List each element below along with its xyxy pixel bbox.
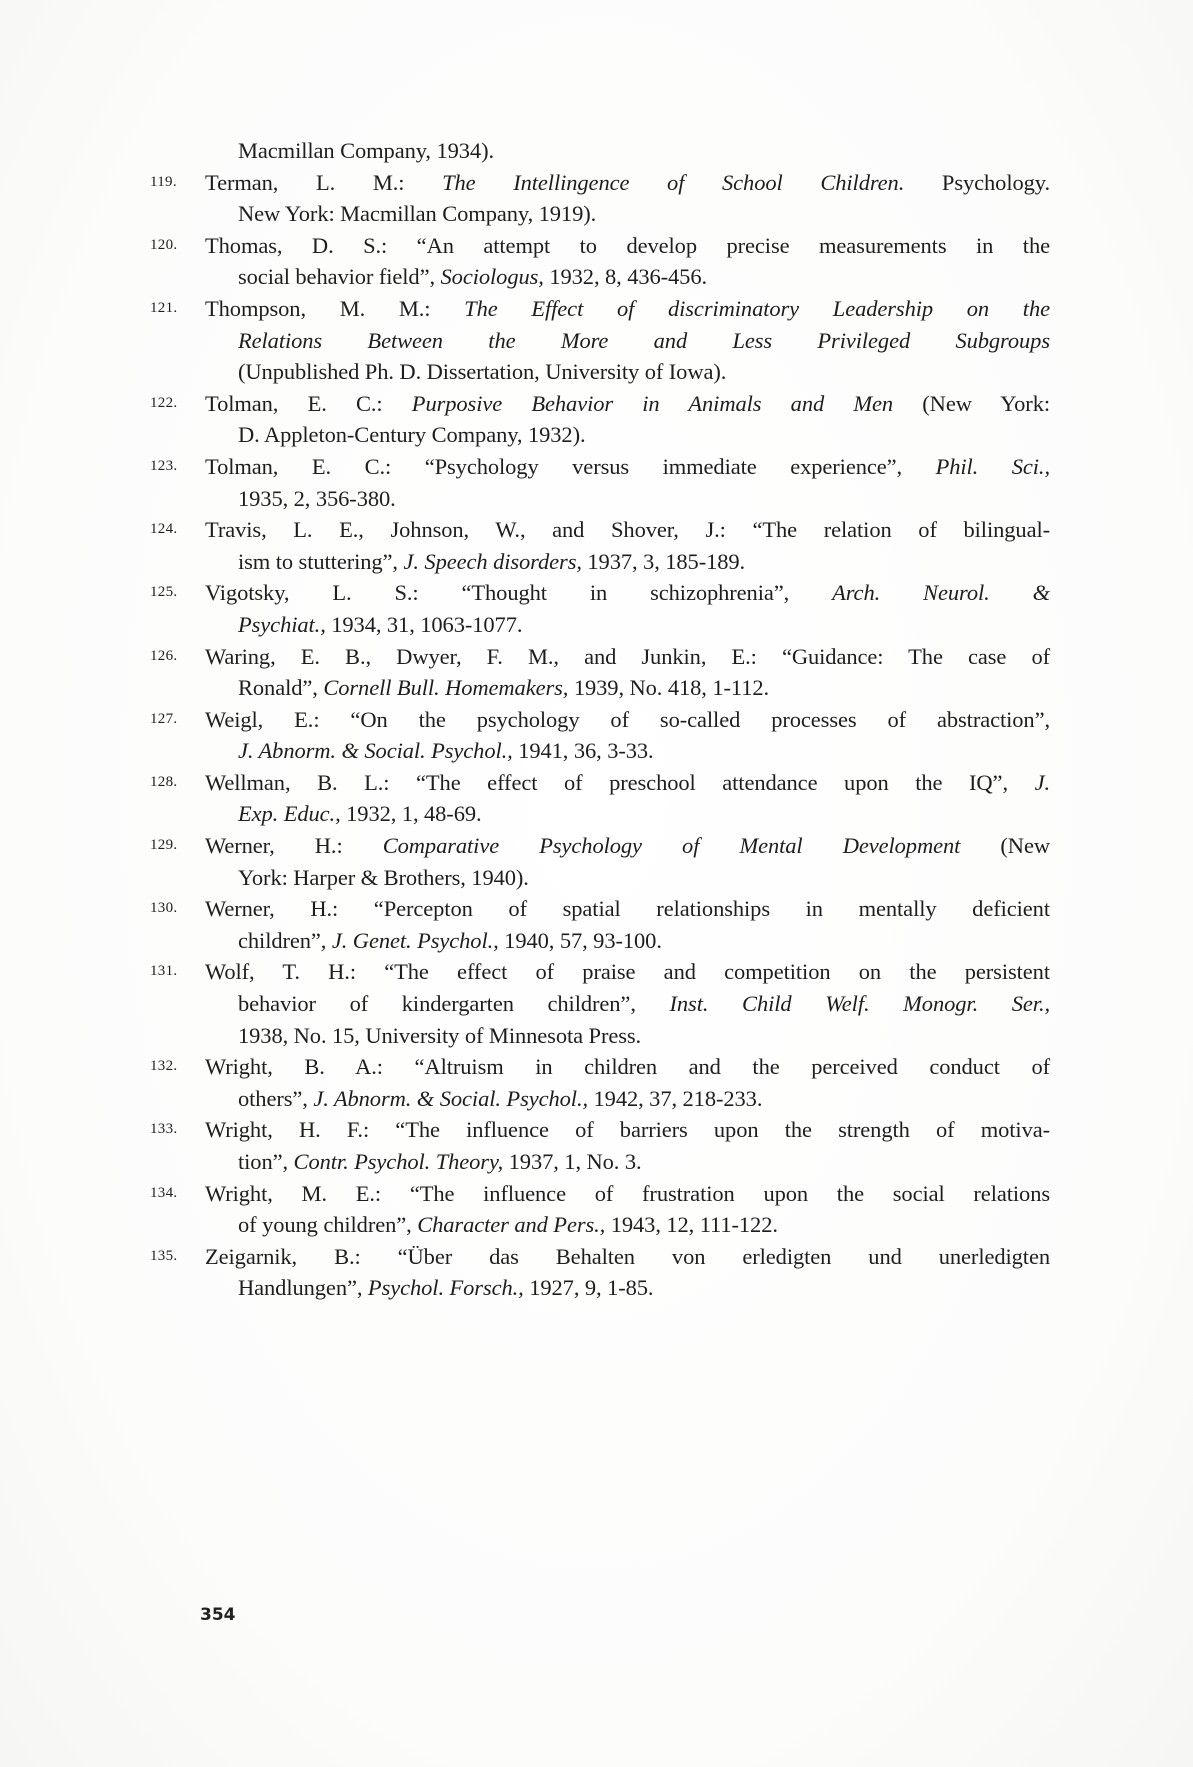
reference-entry [150,893,1050,956]
reference-first-line [205,451,1050,483]
reference-text: Handlungen”, [238,1275,368,1301]
reference-first-line [205,956,1050,988]
continued-reference-line: Macmillan Company, 1934). [238,138,494,163]
reference-text: Wellman, B. L.: “The effect of preschool attendance upon the IQ”, [205,769,1035,795]
italic-title: J. [1034,769,1050,795]
reference-first-line [205,293,1050,325]
reference-number: 121. [150,299,178,316]
reference-text: 1927, 9, 1-85. [523,1275,654,1301]
reference-first-line [205,830,1050,862]
reference-text: 1940, 57, 93-100. [498,927,662,953]
reference-text: tion”, [238,1149,294,1174]
reference-text: Psychology. [904,169,1050,195]
reference-continuation-line [205,325,1050,357]
reference-entry [150,514,1050,577]
reference-entry [150,1114,1050,1177]
reference-continuation-line [205,546,1050,578]
reference-text: 1932, 8, 436-456. [543,264,708,290]
reference-entry [150,451,1050,514]
reference-text: D. Appleton-Century Company, 1932). [238,422,586,448]
reference-entry [150,704,1050,767]
reference-number: 129. [150,837,178,854]
reference-continuation-line [205,261,1050,293]
reference-text: of young children”, [238,1212,418,1238]
italic-title: Exp. Educ., [238,801,341,827]
reference-text: York: Harper & Brothers, 1940). [238,864,529,890]
reference-text: 1942, 37, 218-233. [588,1085,763,1111]
reference-continuation-line [205,672,1050,704]
reference-text: behavior of kindergarten children”, [238,991,670,1017]
reference-first-line [205,1178,1050,1210]
reference-continuation-line [205,1083,1050,1115]
reference-number: 120. [150,236,178,253]
reference-first-line [205,1051,1050,1083]
reference-entry [150,1178,1050,1241]
italic-title: J. Speech disorders, [403,548,582,574]
reference-number: 126. [150,647,178,664]
reference-text: Wolf, T. H.: “The effect of praise and competition on the persistent [205,959,1050,985]
reference-number: 128. [150,773,178,790]
reference-text: Thompson, M. M.: [205,295,465,321]
reference-text: Zeigarnik, B.: “Über das Behalten von erledigten und unerledigten [205,1243,1050,1269]
reference-entry [150,293,1050,388]
reference-continuation-line [205,1209,1050,1241]
reference-continuation-line [205,1146,1050,1178]
reference-number: 124. [150,521,178,538]
reference-text: Travis, L. E., Johnson, W., and Shover, J.: “The relation of bilingual- [205,517,1050,543]
reference-continuation-line [205,862,1050,894]
reference-first-line [205,167,1050,199]
italic-title: Phil. Sci., [935,453,1050,479]
reference-text: 1935, 2, 356-380. [238,485,396,511]
reference-text: New York: Macmillan Company, 1919). [238,201,597,227]
reference-text: 1937, 3, 185-189. [581,548,746,574]
italic-title: Character and Pers., [417,1212,606,1238]
reference-text: Tolman, E. C.: [205,390,412,416]
italic-title: The Effect of discriminatory Leadership on the [464,295,1050,321]
reference-number: 131. [150,963,178,980]
reference-text: 1934, 31, 1063-1077. [325,611,523,637]
reference-first-line [205,1241,1050,1273]
reference-text: Werner, H.: “Percepton of spatial relationships in mentally deficient [205,896,1050,922]
italic-title: The Intellingence of School Children. [442,169,905,195]
reference-text: Terman, L. M.: [205,169,443,195]
reference-text: 1941, 36, 3-33. [512,738,654,764]
reference-continuation-line [205,356,1050,388]
reference-number: 132. [150,1058,178,1075]
reference-number: 119. [150,173,177,190]
italic-title: Relations Between the More and Less Privileged Subgroups [238,327,1050,353]
reference-text: Waring, E. B., Dwyer, F. M., and Junkin, E.: “Guidance: The case of [205,643,1050,669]
reference-text: Thomas, D. S.: “An attempt to develop precise measurements in the [205,232,1050,258]
italic-title: J. Genet. Psychol., [331,927,499,953]
reference-entry [150,641,1050,704]
italic-title: J. Abnorm. & Social. Psychol., [313,1085,588,1111]
reference-entry [150,830,1050,893]
reference-text: Wright, H. F.: “The influence of barriers upon the strength of motiva- [205,1117,1050,1143]
reference-continuation-line [205,609,1050,641]
reference-entry [150,167,1050,230]
reference-entry [150,956,1050,1051]
reference-text: 1939, No. 418, 1-112. [568,675,770,701]
reference-text: Wright, M. E.: “The influence of frustration upon the social relations [205,1180,1050,1206]
reference-text: Weigl, E.: “On the psychology of so-called processes of abstraction”, [205,706,1050,732]
bibliography-list [150,135,1050,1304]
italic-title: Purposive Behavior in Animals and Men [411,390,894,416]
reference-text: (New [960,833,1050,859]
reference-continuation-line [205,925,1050,957]
italic-title: J. Abnorm. & Social. Psychol., [238,738,513,764]
reference-first-line [205,893,1050,925]
reference-first-line [205,767,1050,799]
reference-text: Tolman, E. C.: “Psychology versus immediate experience”, [205,453,936,479]
reference-text: Ronald”, [238,675,324,701]
reference-number: 123. [150,457,178,474]
reference-text: Wright, B. A.: “Altruism in children and the perceived conduct of [205,1054,1050,1080]
page-number: 354 [200,1605,236,1625]
italic-title: Psychol. Forsch., [367,1275,524,1301]
reference-first-line [205,577,1050,609]
italic-title: Comparative Psychology of Mental Development [382,833,961,859]
reference-number: 134. [150,1184,178,1201]
italic-title: Psychiat., [238,611,326,637]
italic-title: Cornell Bull. Homemakers, [323,675,569,701]
reference-first-line [205,514,1050,546]
italic-title: Contr. Psychol. Theory, [293,1149,504,1174]
reference-continuation-line [205,419,1050,451]
reference-number: 122. [150,394,178,411]
italic-title: Inst. Child Welf. Monogr. Ser., [669,991,1050,1017]
reference-entries [150,167,1050,1304]
reference-text: 1932, 1, 48-69. [340,801,482,827]
reference-entry [150,388,1050,451]
reference-number: 130. [150,900,178,917]
reference-text: children”, [238,927,332,953]
reference-first-line [205,1114,1050,1146]
reference-text: Werner, H.: [205,833,383,859]
reference-first-line [205,641,1050,673]
italic-title: Sociologus, [440,264,544,290]
italic-title: Arch. Neurol. & [832,580,1050,606]
reference-continuation-line [205,735,1050,767]
reference-text: 1943, 12, 111-122. [605,1212,778,1238]
reference-number: 125. [150,584,178,601]
reference-first-line [205,230,1050,262]
reference-text: others”, [238,1085,314,1111]
reference-text: Vigotsky, L. S.: “Thought in schizophrenia”, [205,580,833,606]
reference-continuation-line [205,198,1050,230]
reference-entry [150,1241,1050,1304]
reference-continuation-line [205,1020,1050,1052]
reference-entry [150,577,1050,640]
reference-text: (New York: [893,390,1050,416]
reference-entry [150,230,1050,293]
reference-first-line [205,704,1050,736]
reference-text: ism to stuttering”, [238,548,404,574]
reference-entry [150,767,1050,830]
reference-continuation-line [205,483,1050,515]
reference-number: 133. [150,1121,178,1138]
reference-text: (Unpublished Ph. D. Dissertation, University of Iowa). [238,359,727,385]
reference-entry [150,1051,1050,1114]
reference-text: 1938, No. 15, University of Minnesota Press. [238,1022,642,1048]
reference-first-line [205,388,1050,420]
reference-number: 135. [150,1247,178,1264]
reference-continuation-line [205,798,1050,830]
reference-continuation-line [205,988,1050,1020]
reference-continuation-line [205,1272,1050,1304]
reference-text: 1937, 1, No. 3. [503,1149,642,1174]
reference-number: 127. [150,710,178,727]
reference-text: social behavior field”, [238,264,441,290]
